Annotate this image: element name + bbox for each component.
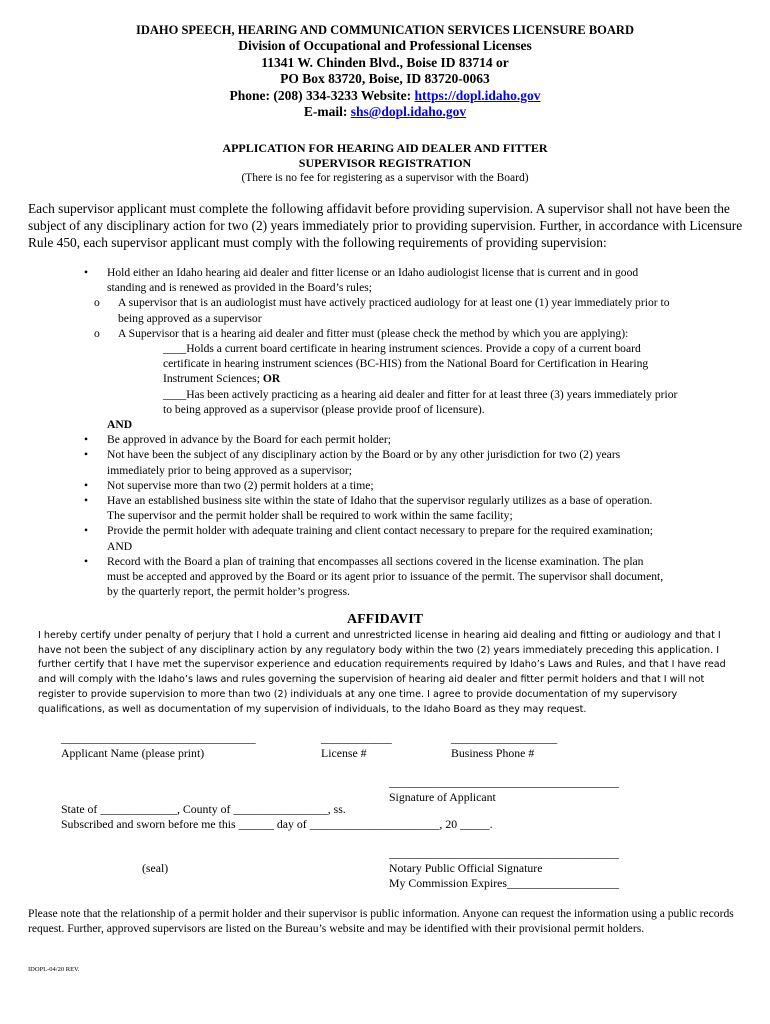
affidavit-heading: AFFIDAVIT [347,612,423,627]
commission-expires: My Commission Expires___________________ [389,876,620,890]
list-item: • Provide the permit holder with adequate training and client contact necessary to prepare for the required examination; AND [84,524,653,553]
bullet-icon: • [84,433,89,447]
bullet-icon: • [84,448,89,462]
requirements-list [0,265,770,599]
subscribed-sworn-line[interactable]: Subscribed and sworn before me this ______ day of ______________________, 20 _____. [61,817,493,831]
list-item: • Not have been the subject of any disciplinary action by the Board or by any other jurisdiction for two (2) years immediately prior to being approved as a supervisor; [84,448,621,477]
email-label: E-mail: [303,104,351,119]
list-item: • Not supervise more than two (2) permit holders at a time; [84,478,374,492]
revision-code: IDOPL-04/20 REV. [28,966,80,973]
applicant-signature-field[interactable]: _______________________________________ Signature of Applicant [389,775,620,804]
bullet-icon: • [84,524,89,538]
title-line-1: APPLICATION FOR HEARING AID DEALER AND FITTER [222,141,548,155]
email-line [0,104,770,121]
circle-bullet-icon: o [94,296,100,310]
and-connector: AND [107,418,133,432]
state-county-line[interactable]: State of _____________, County of ________________, ss. [61,802,346,816]
website-link[interactable]: https://dopl.idaho.gov [414,87,541,103]
intro-paragraph: Each supervisor applicant must complete the following affidavit before providing supervision. A supervisor shall not have been the subject of any disciplinary action for two (2) years immediately prior to providing supervision. Further, in accordance with Licensure Rule 450, each supervisor applicant must comply with the following requirements of providing supervision: [28,201,743,250]
bullet-icon: • [84,478,89,492]
license-number-label: License # [321,746,367,760]
bullet-icon: • [84,494,89,508]
list-item: o A supervisor that is an audiologist must have actively practiced audiology for at least one (1) year immediately prior to being approved as a supervisor [94,296,670,325]
business-phone-field[interactable]: __________________ Business Phone # [451,731,558,760]
list-item: • Have an established business site within the state of Idaho that the supervisor regularly utilizes as a base of operation. The supervisor and the permit holder shall be required to work within the same facility; [84,494,653,523]
list-item: • Be approved in advance by the Board for each permit holder; [84,433,391,447]
email-link[interactable]: shs@dopl.idaho.gov [350,104,467,119]
form-title [0,141,770,186]
title-line-2: SUPERVISOR REGISTRATION [298,156,472,170]
address-line-2: PO Box 83720, Boise, ID 83720-0063 [280,71,490,86]
affidavit-text: I hereby certify under penalty of perjury that I hold a current and unrestricted license in hearing aid dealing and fitting or audiology and that I have not been the subject of any disciplinary action by any regulatory body within the two (2) years immediately preceding this application. I further certify that I have met the supervisor experience and education requirements required by Idaho’s Laws and Rules, and that I have read and will comply with the Idaho’s laws and rules governing the supervision of hearing aid dealer and fitter permit holders and that I will not register to provide supervision to more than two (2) individuals at any one time. I agree to provide documentation of my supervisory qualifications, as well as documentation of my supervision of individuals, to the Idaho Board as they may request. [38,630,726,715]
notary-signature-field[interactable]: _______________________________________ Notary Public Official Signature My Commission Expires___________________ [389,846,620,890]
license-number-field[interactable]: ____________ License # [321,731,392,760]
list-item: • Record with the Board a plan of training that encompasses all sections covered in the license examination. The plan must be accepted and approved by the Board or its agent prior to issuance of the permit. The supervisor shall document, by the quarterly report, the permit holder’s progress. [84,554,664,599]
letterhead [0,22,770,121]
notary-signature-label: Notary Public Official Signature [389,861,543,875]
circle-bullet-icon: o [94,326,100,340]
bullet-icon: • [84,266,89,279]
option-bc-his[interactable]: ____Holds a current board certificate in hearing instrument sciences. Provide a copy of a current board certificate in hearing instrument sciences (BC-HIS) from the National Board for Certification in Hearing Instrument Sciences; OR [163,342,649,386]
fee-note: (There is no fee for registering as a supervisor with the Board) [241,172,529,184]
seal-label: (seal) [142,861,169,875]
list-item: o A Supervisor that is a hearing aid dealer and fitter must (please check the method by which you are applying): [94,326,629,340]
list-item: • Hold either an Idaho hearing aid dealer and fitter license or an Idaho audiologist license that is current and in good standing and is renewed as provided in the Board’s rules; [84,266,639,295]
phone-label: Phone: (208) 334-3233 Website: [229,87,415,103]
applicant-signature-label: Signature of Applicant [389,790,496,804]
bullet-icon: • [84,554,89,568]
applicant-name-label: Applicant Name (please print) [61,746,205,760]
business-phone-label: Business Phone # [451,746,535,760]
division-name: Division of Occupational and Professional Licenses [238,38,532,53]
address-line-1: 11341 W. Chinden Blvd., Boise ID 83714 or [261,54,509,70]
contact-line [0,88,770,105]
public-info-note: Please note that the relationship of a permit holder and their supervisor is public information. Anyone can request the information using a public records request. Further, approved supervisors are listed on the Bureau’s website and may be identified with their provisional permit holders. [28,907,734,936]
applicant-name-field[interactable]: _________________________________ Applicant Name (please print) [61,731,256,760]
board-name: IDAHO SPEECH, HEARING AND COMMUNICATION SERVICES LICENSURE BOARD [135,23,634,37]
option-practicing[interactable]: ____Has been actively practicing as a hearing aid dealer and fitter for at least three (3) years immediately prior to being approved as a supervisor (please provide proof of licensure). [163,387,678,416]
